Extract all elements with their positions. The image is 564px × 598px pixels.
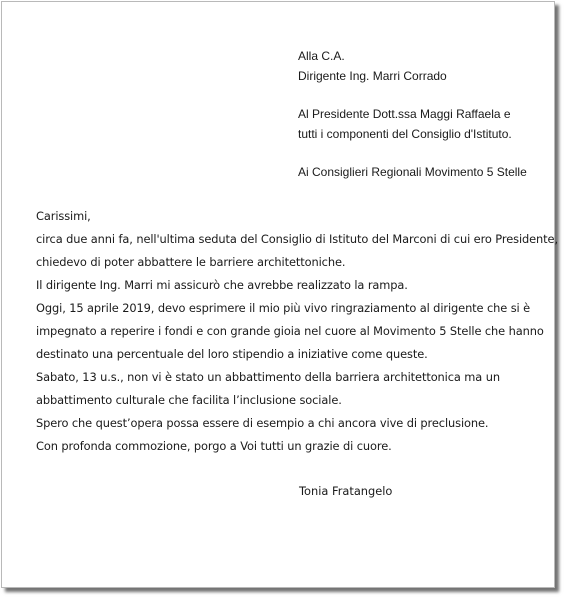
- signature: Tonia Fratangelo: [299, 484, 393, 498]
- recipient-line: Al Presidente Dott.ssa Maggi Raffaela e: [298, 107, 511, 121]
- recipient-line: Dirigente Ing. Marri Corrado: [298, 69, 447, 83]
- body-line: destinato una percentuale del loro stipendio a iniziative come queste.: [36, 347, 428, 361]
- letter-page: [1, 1, 558, 588]
- body-line: chiedevo di poter abbattere le barriere architettoniche.: [36, 255, 346, 269]
- closing-line: Con profonda commozione, porgo a Voi tutti un grazie di cuore.: [36, 439, 392, 453]
- body-line: impegnato a reperire i fondi e con grande gioia nel cuore al Movimento 5 Stelle che hanno: [36, 324, 544, 338]
- body-line: abbattimento culturale che facilita l’inclusione sociale.: [36, 393, 342, 407]
- body-line: Oggi, 15 aprile 2019, devo esprimere il mio più vivo ringraziamento al dirigente che si è: [36, 301, 531, 315]
- body-line: Il dirigente Ing. Marri mi assicurò che avrebbe realizzato la rampa.: [36, 278, 408, 292]
- body-line: Sabato, 13 u.s., non vi è stato un abbattimento della barriera architettonica ma un: [36, 370, 500, 384]
- recipient-line: Alla C.A.: [298, 49, 345, 63]
- body-line: circa due anni fa, nell'ultima seduta del Consiglio di Istituto del Marconi di cui ero Presidente,: [36, 232, 558, 246]
- salutation: Carissimi,: [36, 209, 91, 223]
- letter-body: [36, 206, 558, 459]
- recipient-block: [298, 46, 527, 182]
- body-line: Spero che quest’opera possa essere di esempio a chi ancora vive di preclusione.: [36, 416, 489, 430]
- recipient-line: tutti i componenti del Consiglio d'Istituto.: [298, 127, 512, 141]
- recipient-line: Ai Consiglieri Regionali Movimento 5 Stelle: [298, 165, 527, 179]
